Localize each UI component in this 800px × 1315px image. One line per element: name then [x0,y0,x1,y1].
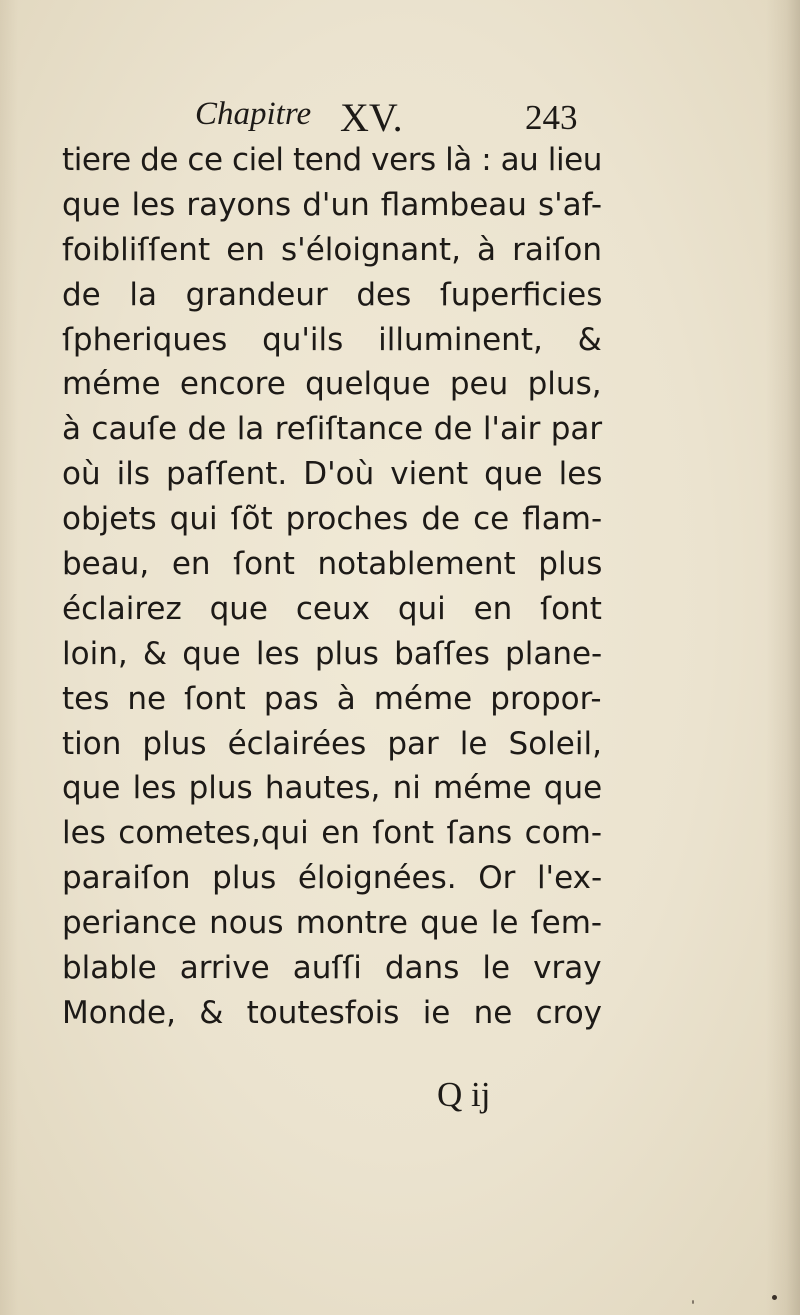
body-text [62,138,602,1036]
chapter-number: XV. [340,95,403,140]
text-line: méme encore quelque peu plus, [62,366,602,403]
page-gutter-shadow [0,0,18,1315]
text-line: où ils paſſent. D'où vient que les [62,456,603,493]
text-line: Monde, & toutesfois ie ne croy [62,994,603,1031]
text-line: ſpheriques qu'ils illuminent, & [62,321,602,358]
text-line: objets qui ſõt proches de ce flam- [62,501,603,538]
text-line: les cometes,qui en ſont ſans com- [62,815,603,852]
text-line: blable arrive auſſi dans le vray [62,950,602,987]
page-edge-shadow [766,0,800,1315]
ink-speck [772,1295,777,1300]
text-line: tes ne ſont pas à méme propor- [62,680,602,717]
text-line: à cauſe de la reſiſtance de l'air par [62,411,603,448]
ink-speck [692,1300,694,1304]
text-line: loin, & que les plus baſſes plane- [62,635,603,672]
text-line: que les plus hautes, ni méme que [62,770,603,807]
signature-mark: Q ij [437,1075,491,1114]
text-line: de la grandeur des ſuperficies [62,276,603,313]
text-line: beau, en ſont notablement plus [62,546,603,583]
text-line: foibliſſent en s'éloignant, à raiſon [62,231,603,268]
running-title: Chapitre [195,96,312,132]
text-line: paraiſon plus éloignées. Or l'ex- [62,860,603,897]
page-number: 243 [525,98,578,137]
text-line: que les rayons d'un flambeau s'af- [62,186,603,223]
text-line: periance nous montre que le ſem- [62,905,603,942]
text-line: éclairez que ceux qui en ſont [62,590,602,627]
text-line: tion plus éclairées par le Soleil, [62,725,602,762]
text-line: tiere de ce ciel tend vers là : au lieu [62,142,602,178]
